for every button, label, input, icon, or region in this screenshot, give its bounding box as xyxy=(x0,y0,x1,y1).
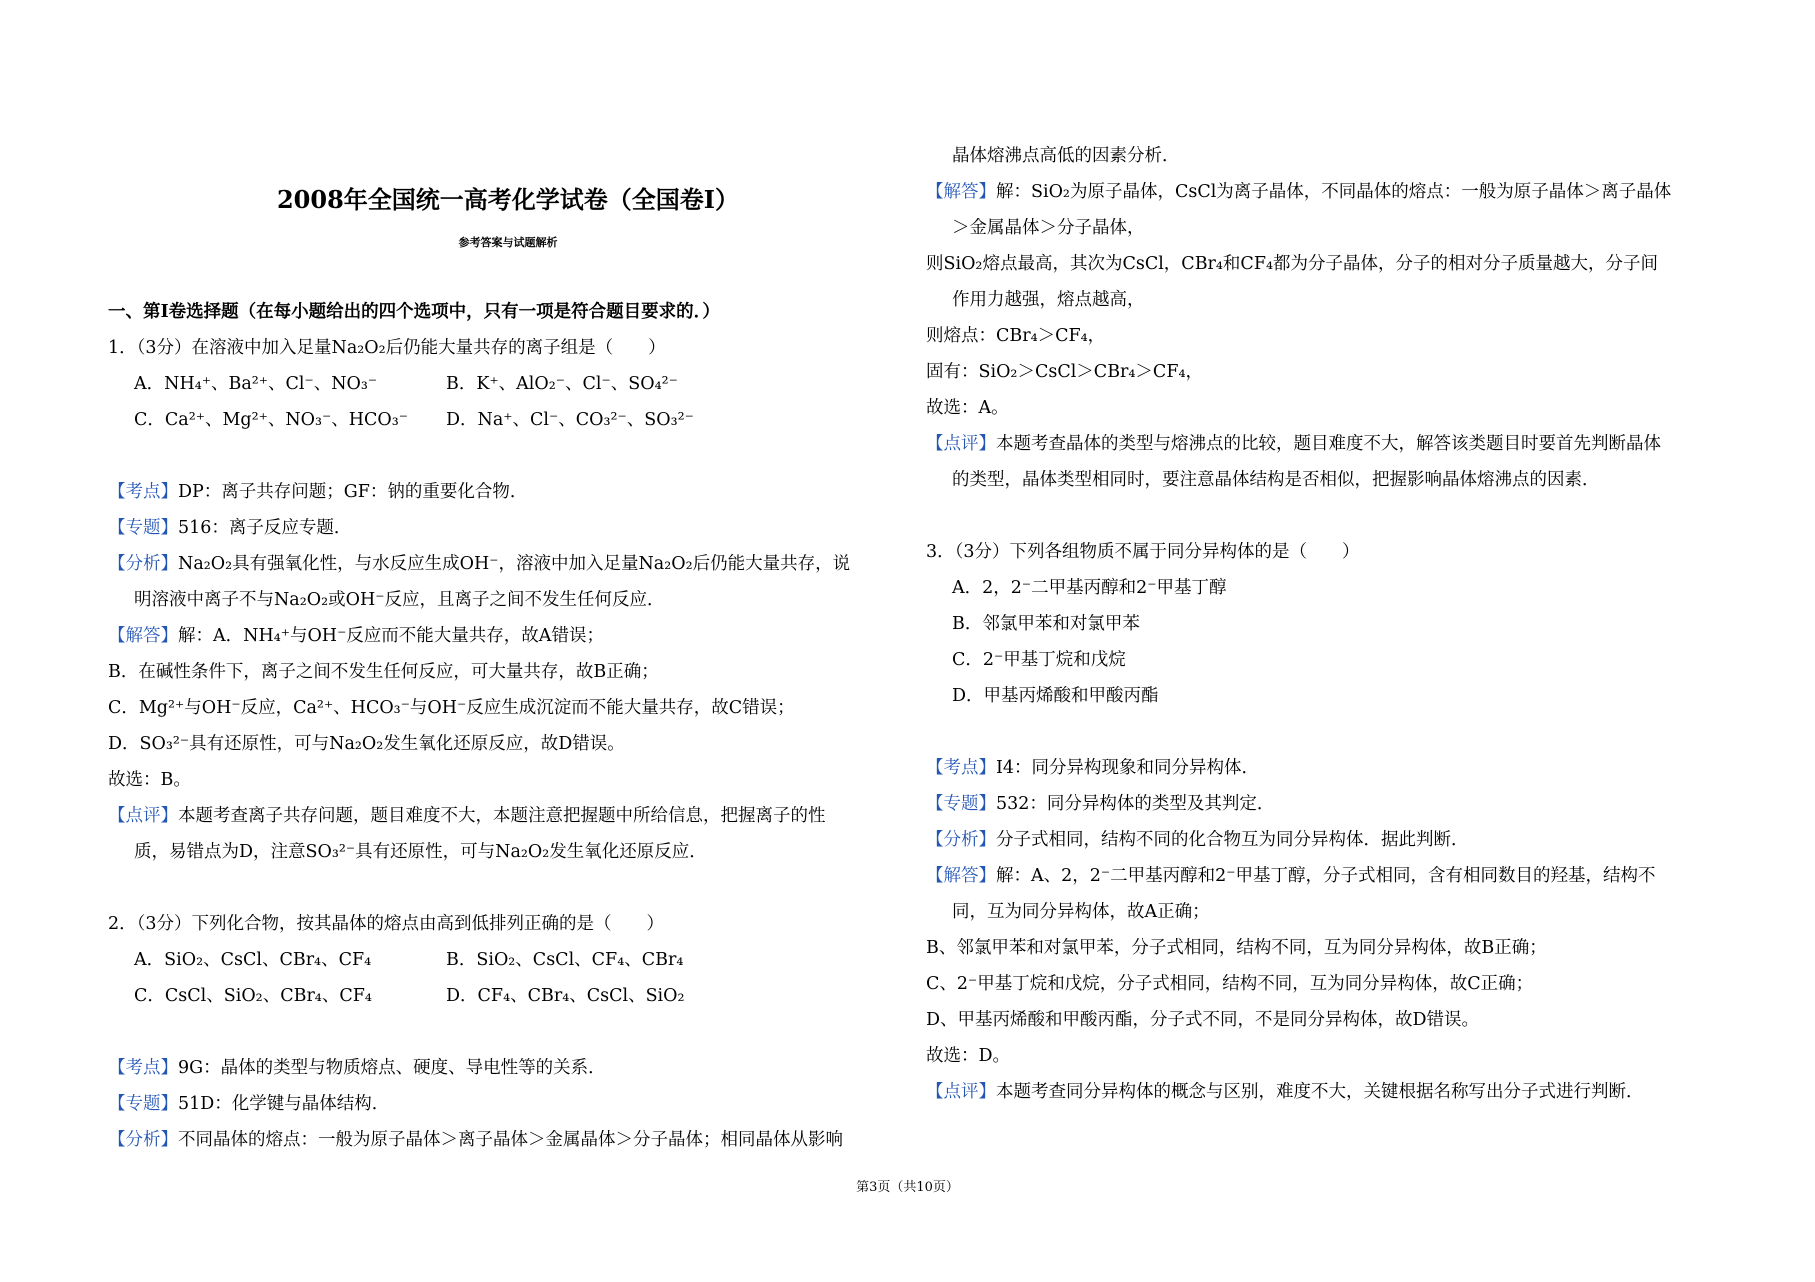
q1-jieda-c: C．Mg²⁺与OH⁻反应，Ca²⁺、HCO₃⁻与OH⁻反应生成沉淀而不能大量共存，故C错误； xyxy=(108,698,795,718)
q3-jieda-line xyxy=(926,864,1656,888)
fenxi-tag: 【分析】 xyxy=(108,554,178,574)
q3-kaodian-line xyxy=(926,756,1259,780)
dianping-tag: 【点评】 xyxy=(926,434,996,454)
q1-fenxi-text: Na₂O₂具有强氧化性，与水反应生成OH⁻，溶液中加入足量Na₂O₂后仍能大量共存，说 xyxy=(178,554,851,574)
question-3-option-c: C．2⁻甲基丁烷和戊烷 xyxy=(952,650,1126,670)
q1-fenxi-text-cont: 明溶液中离子不与Na₂O₂或OH⁻反应，且离子之间不发生任何反应． xyxy=(134,590,665,610)
q1-answer: 故选：B。 xyxy=(108,770,191,790)
zhuanti-tag: 【专题】 xyxy=(108,1094,178,1114)
q2-kaodian-line xyxy=(108,1056,606,1080)
q2-jieda-text: 解：SiO₂为原子晶体，CsCl为离子晶体，不同晶体的熔点：一般为原子晶体＞离子晶体 xyxy=(996,182,1672,202)
question-2-stem: 2．（3分）下列化合物，按其晶体的熔点由高到低排列正确的是（ ） xyxy=(108,914,665,934)
page-subtitle: 参考答案与试题解析 xyxy=(458,236,558,249)
fenxi-tag: 【分析】 xyxy=(108,1130,178,1150)
question-1-option-a: A．NH₄⁺、Ba²⁺、Cl⁻、NO₃⁻ xyxy=(134,374,378,394)
question-1-option-c: C．Ca²⁺、Mg²⁺、NO₃⁻、HCO₃⁻ xyxy=(134,410,409,430)
q2-zhuanti-text: 51D：化学键与晶体结构． xyxy=(178,1094,390,1114)
question-1-option-d: D．Na⁺、Cl⁻、CO₃²⁻、SO₃²⁻ xyxy=(446,410,694,430)
zhuanti-tag: 【专题】 xyxy=(108,518,178,538)
kaodian-tag: 【考点】 xyxy=(108,1058,178,1078)
q3-fenxi-line xyxy=(926,828,1469,852)
q2-jieda-line-3: 则熔点：CBr₄＞CF₄， xyxy=(926,326,1106,346)
question-1-stem: 1．（3分）在溶液中加入足量Na₂O₂后仍能大量共存的离子组是（ ） xyxy=(108,338,666,358)
dianping-tag: 【点评】 xyxy=(108,806,178,826)
q1-kaodian-text: DP：离子共存问题；GF：钠的重要化合物． xyxy=(178,482,528,502)
q1-jieda-line xyxy=(108,624,604,648)
page-footer: 第3页（共10页） xyxy=(856,1180,959,1195)
q2-jieda-line-2: 则SiO₂熔点最高，其次为CsCl，CBr₄和CF₄都为分子晶体，分子的相对分子质量越大，分子间 xyxy=(926,254,1658,274)
q3-dianping-line xyxy=(926,1080,1644,1104)
q2-kaodian-text: 9G：晶体的类型与物质熔点、硬度、导电性等的关系． xyxy=(178,1058,606,1078)
section-heading: 一、第Ⅰ卷选择题（在每小题给出的四个选项中，只有一项是符合题目要求的．） xyxy=(108,302,720,322)
jieda-tag: 【解答】 xyxy=(926,182,996,202)
kaodian-tag: 【考点】 xyxy=(108,482,178,502)
question-2-option-c: C．CsCl、SiO₂、CBr₄、CF₄ xyxy=(134,986,372,1006)
q1-kaodian-line xyxy=(108,480,527,504)
q1-dianping-text-cont: 质，易错点为D，注意SO₃²⁻具有还原性，可与Na₂O₂发生氧化还原反应． xyxy=(134,842,707,862)
jieda-tag: 【解答】 xyxy=(926,866,996,886)
q3-jieda-d: D、甲基丙烯酸和甲酸丙酯，分子式不同，不是同分异构体，故D错误。 xyxy=(926,1010,1480,1030)
dianping-tag: 【点评】 xyxy=(926,1082,996,1102)
q1-jieda-d: D．SO₃²⁻具有还原性，可与Na₂O₂发生氧化还原反应，故D错误。 xyxy=(108,734,625,754)
zhuanti-tag: 【专题】 xyxy=(926,794,996,814)
question-2-option-a: A．SiO₂、CsCl、CBr₄、CF₄ xyxy=(134,950,372,970)
q1-zhuanti-line xyxy=(108,516,351,540)
q2-dianping-line xyxy=(926,432,1661,456)
q2-dianping-text: 本题考查晶体的类型与熔沸点的比较，题目难度不大，解答该类题目时要首先判断晶体 xyxy=(996,434,1661,454)
q1-jieda-b: B．在碱性条件下，离子之间不发生任何反应，可大量共存，故B正确； xyxy=(108,662,659,682)
q2-jieda-line-4: 固有：SiO₂＞CsCl＞CBr₄＞CF₄， xyxy=(926,362,1203,382)
q3-dianping-text: 本题考查同分异构体的概念与区别，难度不大，关键根据名称写出分子式进行判断． xyxy=(996,1082,1644,1102)
fenxi-tag: 【分析】 xyxy=(926,830,996,850)
jieda-tag: 【解答】 xyxy=(108,626,178,646)
q3-answer: 故选：D。 xyxy=(926,1046,1011,1066)
q3-jieda-b: B、邻氯甲苯和对氯甲苯，分子式相同，结构不同，互为同分异构体，故B正确； xyxy=(926,938,1547,958)
question-1-option-b: B．K⁺、AlO₂⁻、Cl⁻、SO₄²⁻ xyxy=(446,374,678,394)
q3-zhuanti-text: 532：同分异构体的类型及其判定． xyxy=(996,794,1275,814)
q2-fenxi-line xyxy=(108,1128,843,1152)
q1-dianping-line xyxy=(108,804,826,828)
q3-fenxi-text: 分子式相同，结构不同的化合物互为同分异构体．据此判断． xyxy=(996,830,1469,850)
q2-jieda-text-cont: ＞金属晶体＞分子晶体， xyxy=(952,218,1145,238)
q2-jieda-line-2-cont: 作用力越强，熔点越高， xyxy=(952,290,1145,310)
q2-fenxi-text: 不同晶体的熔点：一般为原子晶体＞离子晶体＞金属晶体＞分子晶体；相同晶体从影响 xyxy=(178,1130,843,1150)
q1-fenxi-line xyxy=(108,552,850,576)
q3-jieda-text-cont: 同，互为同分异构体，故A正确； xyxy=(952,902,1210,922)
q3-jieda-text: 解：A、2，2⁻二甲基丙醇和2⁻甲基丁醇，分子式相同，含有相同数目的羟基，结构不 xyxy=(996,866,1656,886)
q3-zhuanti-line xyxy=(926,792,1274,816)
q2-jieda-line xyxy=(926,180,1671,204)
question-2-option-d: D．CF₄、CBr₄、CsCl、SiO₂ xyxy=(446,986,685,1006)
question-3-option-d: D．甲基丙烯酸和甲酸丙酯 xyxy=(952,686,1159,706)
q3-jieda-c: C、2⁻甲基丁烷和戊烷，分子式相同，结构不同，互为同分异构体，故C正确； xyxy=(926,974,1534,994)
q2-dianping-text-cont: 的类型，晶体类型相同时，要注意晶体结构是否相似，把握影响晶体熔沸点的因素． xyxy=(952,470,1600,490)
q2-zhuanti-line xyxy=(108,1092,389,1116)
q1-dianping-text: 本题考查离子共存问题，题目难度不大，本题注意把握题中所给信息，把握离子的性 xyxy=(178,806,826,826)
q2-answer: 故选：A。 xyxy=(926,398,1009,418)
question-2-option-b: B．SiO₂、CsCl、CF₄、CBr₄ xyxy=(446,950,684,970)
q2-fenxi-text-cont: 晶体熔沸点高低的因素分析． xyxy=(952,146,1180,166)
question-3-option-a: A．2，2⁻二甲基丙醇和2⁻甲基丁醇 xyxy=(952,578,1227,598)
kaodian-tag: 【考点】 xyxy=(926,758,996,778)
question-3-stem: 3．（3分）下列各组物质不属于同分异构体的是（ ） xyxy=(926,542,1360,562)
q1-zhuanti-text: 516：离子反应专题． xyxy=(178,518,352,538)
page-title: 2008年全国统一高考化学试卷（全国卷I） xyxy=(276,185,740,214)
q1-jieda-text: 解：A．NH₄⁺与OH⁻反应而不能大量共存，故A错误； xyxy=(178,626,604,646)
q3-kaodian-text: I4：同分异构现象和同分异构体． xyxy=(996,758,1260,778)
question-3-option-b: B．邻氯甲苯和对氯甲苯 xyxy=(952,614,1140,634)
